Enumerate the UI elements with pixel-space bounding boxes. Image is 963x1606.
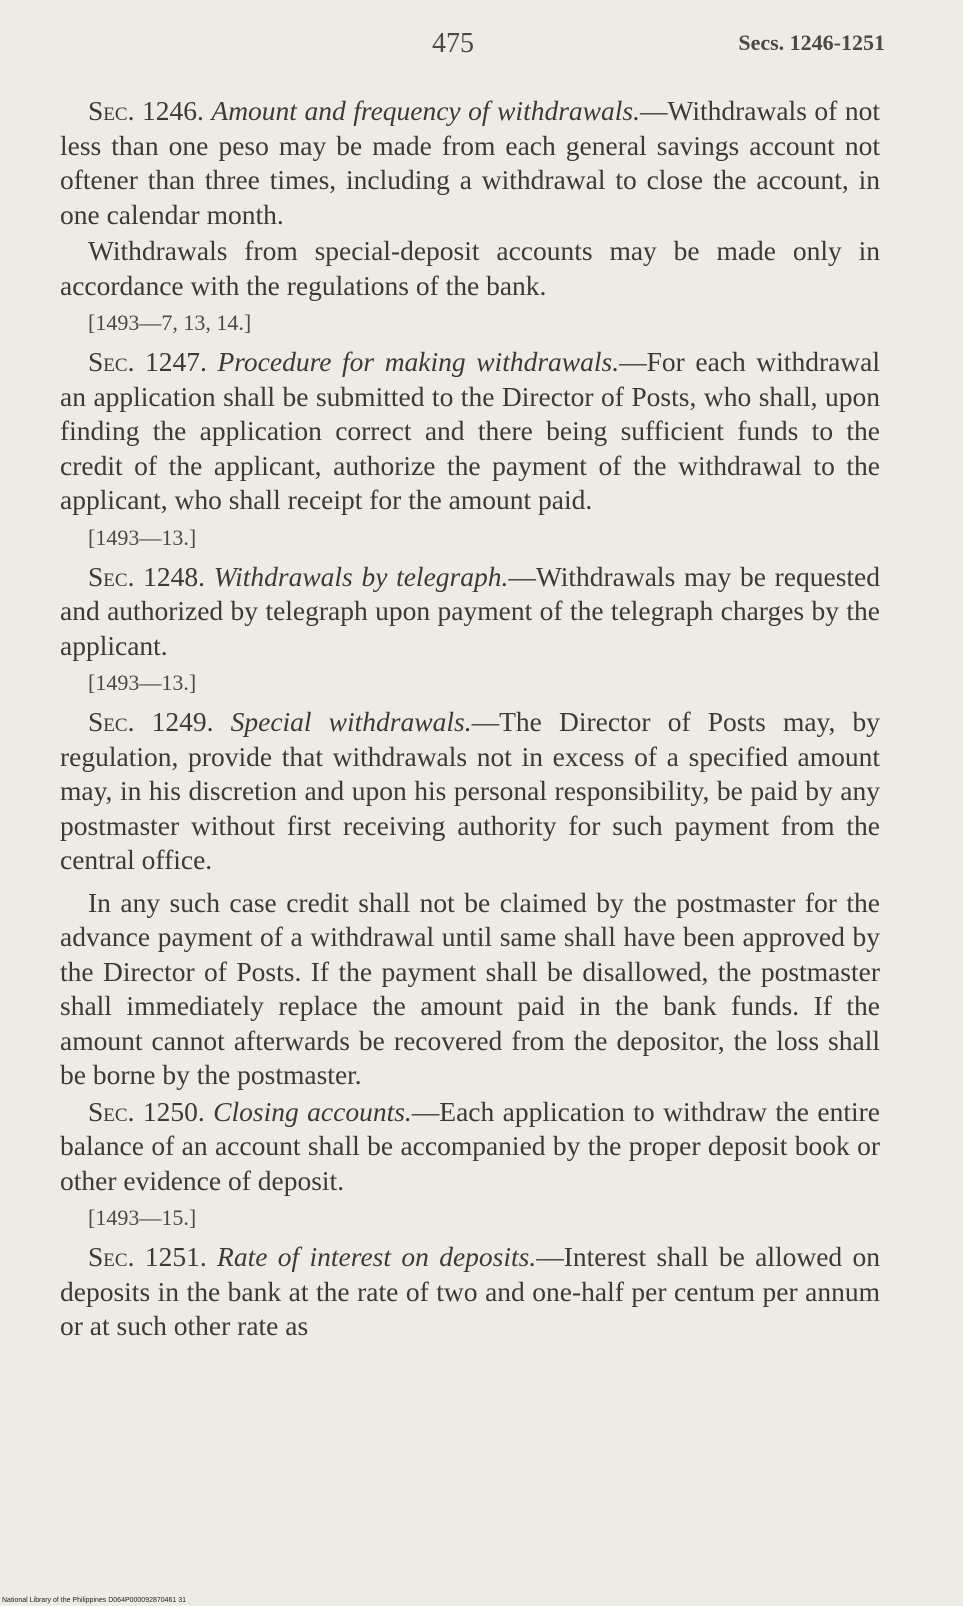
section-text: —Withdrawals of not less than one peso may be made from each general savings account not oftener than three times, including a withdrawal to close the account, in one calendar month. xyxy=(60,95,880,230)
section-label: Sec. xyxy=(88,1095,135,1127)
section-title: Procedure for making withdrawals. xyxy=(217,346,620,377)
section-text: —The Director of Posts may, by regulation, provide that withdrawals not in excess of a specified amount may, in his discretion and upon his personal responsibility, be paid by any postmaster without first receiving authority for such payment from the central office. xyxy=(60,706,881,875)
section-label: Sec. xyxy=(88,706,135,737)
section-number: 1249. xyxy=(151,706,214,737)
section-1250-para-1 xyxy=(60,1095,880,1199)
section-1246-citation: [1493—7, 13, 14.] xyxy=(88,310,252,335)
section-number: 1246. xyxy=(141,95,204,126)
section-text: —Interest shall be allowed on deposits in the bank at the rate of two and one-half per centum per annum or at such other rate as xyxy=(60,1241,881,1341)
section-number: 1248. xyxy=(143,560,206,592)
section-1249-para-1 xyxy=(60,705,880,878)
section-title: Rate of interest on deposits. xyxy=(217,1241,537,1272)
section-text: —For each withdrawal an application shall be submitted to the Director of Posts, who shall, upon finding the application correct and there being sufficient funds to the credit of the applicant, authorize the payment of the withdrawal to the applicant, who shall receipt for the amount paid. xyxy=(60,346,881,515)
section-1247-para-1 xyxy=(60,345,880,518)
section-label: Sec. xyxy=(88,560,135,592)
section-1250-citation: [1493—15.] xyxy=(88,1205,197,1230)
page-body xyxy=(60,90,880,1344)
section-number: 1247. xyxy=(145,346,207,377)
section-text: —Each application to withdraw the entire balance of an account shall be accompanied by the proper deposit book or other evidence of deposit. xyxy=(60,1095,880,1196)
section-title: Special withdrawals. xyxy=(230,706,472,737)
running-head: Secs. 1246-1251 xyxy=(738,30,885,55)
section-1246-para-1 xyxy=(60,94,880,232)
section-number: 1250. xyxy=(142,1095,205,1127)
section-1248-citation: [1493—13.] xyxy=(88,670,197,695)
section-label: Sec. xyxy=(88,346,135,377)
section-text: —Withdrawals may be requested and authorized by telegraph upon payment of the telegraph charges by the applicant. xyxy=(60,560,880,661)
page-header xyxy=(0,28,963,68)
section-title: Withdrawals by telegraph. xyxy=(213,560,509,592)
section-title: Amount and frequency of withdrawals. xyxy=(211,95,640,126)
section-number: 1251. xyxy=(144,1241,207,1272)
section-1246-para-2: Withdrawals from special-deposit accounts may be made only in accordance with the regulations of the bank. xyxy=(60,235,880,301)
section-1251-para-1 xyxy=(60,1240,880,1344)
section-title: Closing accounts. xyxy=(213,1095,412,1127)
section-1248-para-1 xyxy=(60,560,880,664)
section-label: Sec. xyxy=(88,95,135,126)
section-1249-para-2: In any such case credit shall not be claimed by the postmaster for the advance payment of a withdrawal until same shall have been approved by the Director of Posts. If the payment shall be disallowed, the postmaster shall immediately replace the amount paid in the bank funds. If the amount cannot afterwards be recovered from the depositor, the loss shall be borne by the postmaster. xyxy=(60,886,880,1090)
page-number: 475 xyxy=(432,28,474,59)
library-stamp: National Library of the Philippines D064P000092870461 31 xyxy=(2,1597,187,1604)
section-label: Sec. xyxy=(88,1241,135,1272)
section-1247-citation: [1493—13.] xyxy=(88,524,197,550)
